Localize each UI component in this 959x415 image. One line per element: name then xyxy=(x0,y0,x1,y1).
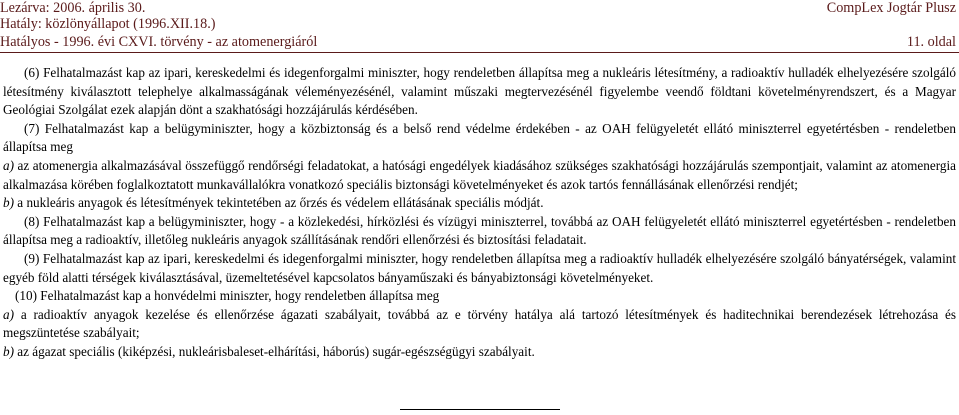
paragraph-9: (9) Felhatalmazást kap az ipari, kereskedelmi és idegenforgalmi miniszter, hogy rendeletben állapítsa meg a radioaktív hulladék elhelyezésére szolgáló bányatérségek, valamint egyéb föld alatti térségek kiválasztásával, üzemeltetésével kapcsolatos bányaműszaki és bányabiztonsági követelményeket. xyxy=(3,250,956,285)
point-text: az atomenergia alkalmazásával összefüggő rendőrségi feladatokat, a hatósági engedélyek kiadásához szükséges szakhatósági hozzájárulás szempontjait, valamint az atomenergia alkalmazása körében foglalkoztatott munkavállalókra vonatkozó speciális biztonsági követelményeket és azok tartós fennállásának ellenőrzési rendjét; xyxy=(3,157,956,192)
point-text: a nukleáris anyagok és létesítmények tekintetében az őrzés és védelem ellátásának speciális módját. xyxy=(14,195,544,211)
point-text: a radioaktív anyagok kezelése és ellenőrzése ágazati szabályait, továbbá az e törvény hatálya alá tartozó létesítmények és haditechnikai berendezések létrehozása és megszüntetése szabályait; xyxy=(3,306,956,341)
point-label: b) xyxy=(3,343,14,359)
paragraph-7-b xyxy=(3,194,956,213)
paragraph-7: (7) Felhatalmazást kap a belügyminiszter, hogy a közbiztonság és a belső rend védelme érdekében - az OAH felügyeletét ellátó miniszterrel egyetértésben - rendeletben állapítsa meg xyxy=(3,120,956,155)
footnote-divider xyxy=(400,409,560,410)
paragraph-10: (10) Felhatalmazást kap a honvédelmi miniszter, hogy rendeletben állapítsa meg xyxy=(15,288,440,304)
paragraph-10-b xyxy=(3,343,956,362)
publisher-name: CompLex Jogtár Plusz xyxy=(826,0,956,16)
law-title: Hatályos - 1996. évi CXVI. törvény - az atomenergiáról xyxy=(0,34,318,50)
paragraph-7-a xyxy=(3,157,956,194)
closing-date: Lezárva: 2006. április 30. xyxy=(0,0,146,16)
point-label: a) xyxy=(3,157,14,173)
point-text: az ágazat speciális (kiképzési, nukleárisbaleset-elhárítási, háborús) sugár-egészségügyi szabályait. xyxy=(14,343,535,359)
paragraph-10-a xyxy=(3,306,956,343)
page-number: 11. oldal xyxy=(906,34,956,50)
document-body xyxy=(3,64,956,362)
validity-state: Hatály: közlönyállapot (1996.XII.18.) xyxy=(0,16,216,32)
paragraph-6: (6) Felhatalmazást kap az ipari, kereskedelmi és idegenforgalmi miniszter, hogy rendeletben állapítsa meg a nukleáris létesítmény, a radioaktív hulladék elhelyezésére szolgáló létesítmény kiválasztott telephelye alkalmasságának véleményezésénél, valamint műszaki megtervezésénél figyelembe veendő földtani követelményrendszert, és a Magyar Geológiai Szolgálat ezek alapján dönt a szakhatósági hozzájárulás kérdésében. xyxy=(3,65,956,118)
point-label: a) xyxy=(3,306,14,322)
header-divider xyxy=(0,52,959,53)
document-header xyxy=(0,0,959,52)
point-label: b) xyxy=(3,195,14,211)
paragraph-8: (8) Felhatalmazást kap a belügyminiszter, hogy - a közlekedési, hírközlési és vízügyi miniszterrel, továbbá az OAH felügyeletét ellátó miniszterrel egyetértésben - rendeletben állapítsa meg a radioaktív, illetőleg nukleáris anyagok szállításának rendőri ellenőrzési és biztosítási feladatait. xyxy=(3,213,956,248)
